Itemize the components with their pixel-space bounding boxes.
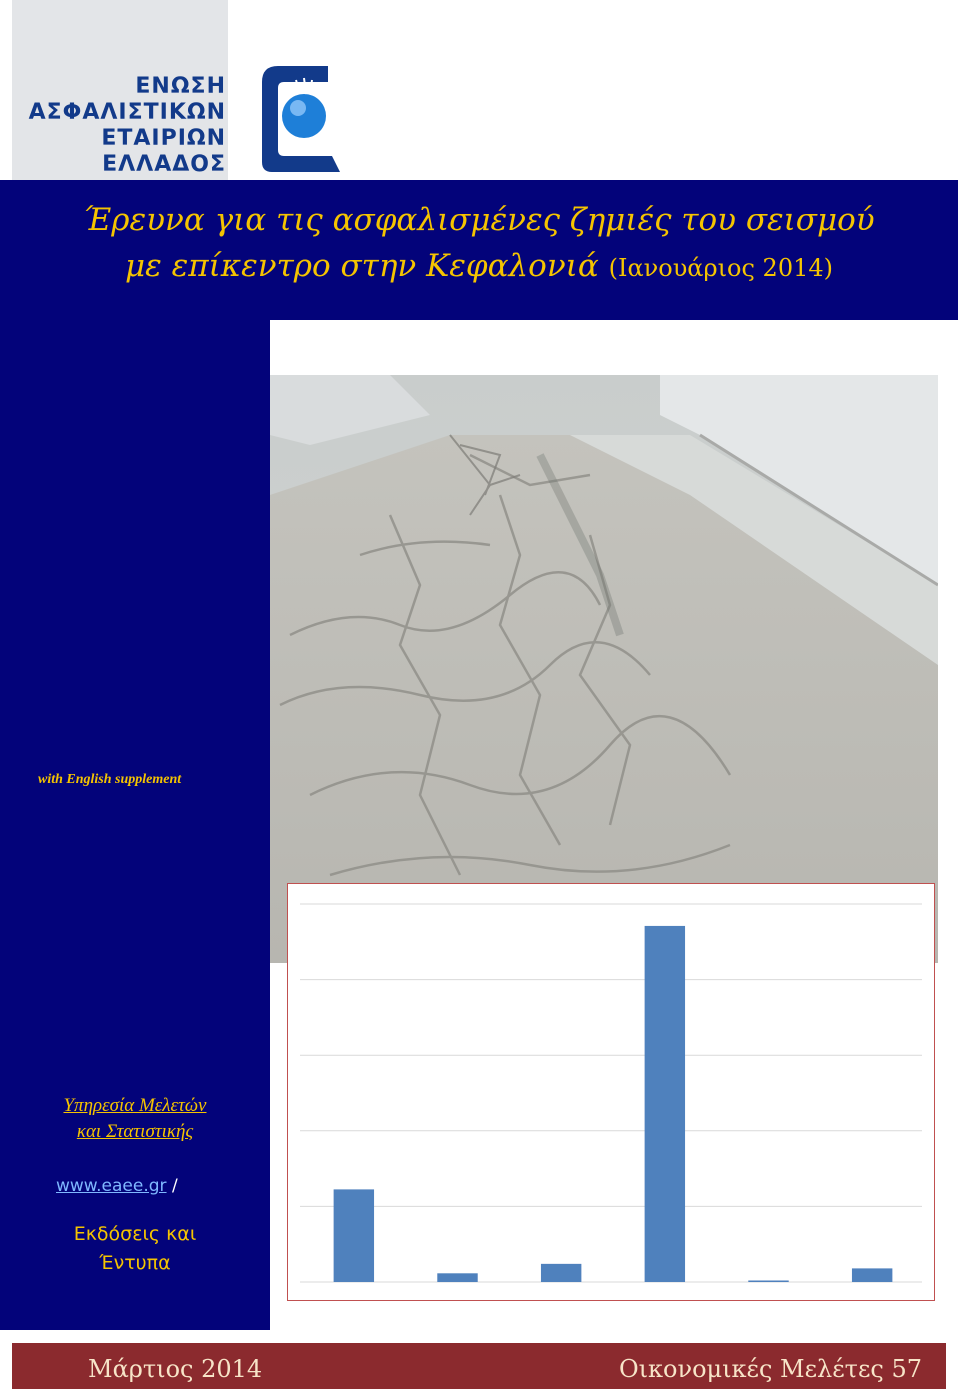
logo-line-1: ΕΝΩΣΗ bbox=[135, 74, 226, 99]
website bbox=[56, 1176, 178, 1196]
website-link[interactable]: www.eaee.gr bbox=[56, 1176, 167, 1196]
left-sidebar-panel bbox=[0, 180, 270, 1330]
bar-chart bbox=[287, 883, 935, 1301]
logo-line-2: ΑΣΦΑΛΙΣΤΙΚΩΝ bbox=[28, 100, 226, 125]
footer-bar bbox=[12, 1343, 946, 1389]
chart-bar-2 bbox=[437, 1273, 477, 1282]
publications-line-1: Εκδόσεις και bbox=[73, 1223, 197, 1245]
chart-bar-5 bbox=[748, 1280, 788, 1282]
title-banner bbox=[0, 180, 958, 320]
earthquake-damage-photo bbox=[270, 375, 938, 963]
chart-bar-6 bbox=[852, 1268, 892, 1282]
footer-date: Μάρτιος 2014 bbox=[88, 1355, 263, 1383]
footer-series: Οικονομικές Μελέτες 57 bbox=[618, 1355, 922, 1383]
globe-logo-icon bbox=[248, 58, 344, 178]
title-year: (Ιανουάριος 2014) bbox=[608, 254, 833, 282]
bar-chart-svg bbox=[288, 884, 934, 1300]
website-separator: / bbox=[166, 1176, 178, 1196]
title-line-1: Έρευνα για τις ασφαλισμένες ζημιές του σεισμού bbox=[83, 202, 875, 238]
english-supplement-note: with English supplement bbox=[38, 772, 182, 787]
logo-text-background bbox=[12, 0, 228, 180]
title-line-2-text: με επίκεντρο στην Κεφαλονιά bbox=[125, 248, 599, 284]
service-line-2: και Στατιστικής bbox=[76, 1121, 194, 1142]
logo bbox=[12, 0, 342, 180]
logo-line-4: ΕΛΛΑΔΟΣ bbox=[102, 152, 226, 177]
title-line-2 bbox=[0, 248, 958, 284]
publications-line-2: Έντυπα bbox=[99, 1252, 171, 1274]
chart-bar-1 bbox=[334, 1189, 374, 1282]
service-line-1: Υπηρεσία Μελετών bbox=[63, 1095, 207, 1116]
service-label bbox=[0, 1093, 270, 1145]
chart-bar-3 bbox=[541, 1264, 581, 1282]
logo-line-3: ΕΤΑΙΡΙΩΝ bbox=[101, 126, 226, 151]
publications-label bbox=[0, 1220, 270, 1278]
chart-bar-4 bbox=[645, 926, 685, 1282]
